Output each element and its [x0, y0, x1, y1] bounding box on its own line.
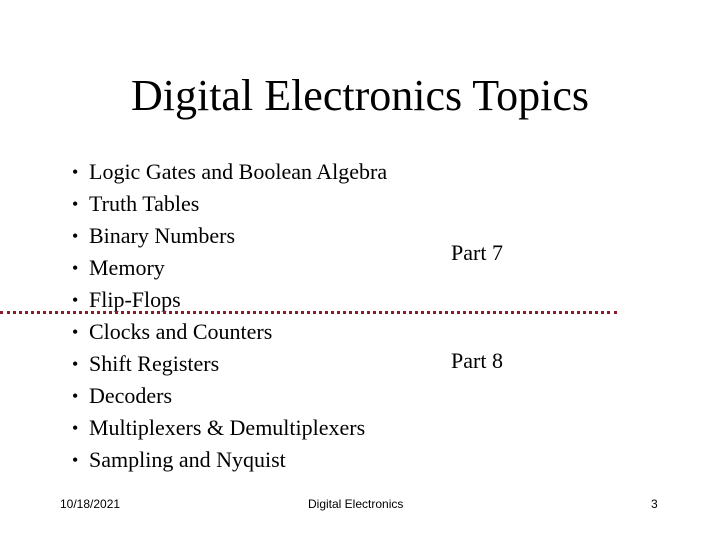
slide-title: Digital Electronics Topics — [130, 71, 589, 120]
list-item — [72, 252, 387, 284]
footer-date: 10/18/2021 — [60, 497, 121, 511]
list-item-text: Binary Numbers — [89, 223, 236, 248]
topic-list — [72, 156, 387, 476]
list-item-text: Sampling and Nyquist — [89, 447, 286, 472]
list-item-text: Shift Registers — [89, 351, 220, 376]
list-item-text: Decoders — [89, 383, 173, 408]
list-item-text: Clocks and Counters — [89, 319, 273, 344]
list-item — [72, 380, 387, 412]
list-item-text: Memory — [89, 255, 165, 280]
bullet-icon: • — [72, 386, 79, 406]
list-item — [72, 188, 387, 220]
bullet-icon: • — [72, 162, 79, 182]
bullet-icon: • — [72, 194, 79, 214]
bullet-icon: • — [72, 226, 79, 246]
list-item — [72, 316, 387, 348]
section-divider — [0, 311, 617, 314]
bullet-icon: • — [72, 290, 79, 310]
list-item-text: Flip-Flops — [89, 287, 181, 312]
list-item — [72, 412, 387, 444]
list-item-text: Truth Tables — [89, 191, 200, 216]
page-number: 3 — [651, 497, 658, 511]
bullet-icon: • — [72, 354, 79, 374]
bullet-icon: • — [72, 450, 79, 470]
list-item-text: Logic Gates and Boolean Algebra — [89, 159, 388, 184]
list-item-text: Multiplexers & Demultiplexers — [89, 415, 366, 440]
bullet-icon: • — [72, 258, 79, 278]
list-item — [72, 444, 387, 476]
part-7-label: Part 7 — [451, 240, 503, 265]
list-item — [72, 348, 387, 380]
list-item — [72, 220, 387, 252]
footer-title: Digital Electronics — [308, 497, 404, 511]
bullet-icon: • — [72, 322, 79, 342]
bullet-icon: • — [72, 418, 79, 438]
part-8-label: Part 8 — [451, 348, 503, 373]
list-item — [72, 156, 387, 188]
